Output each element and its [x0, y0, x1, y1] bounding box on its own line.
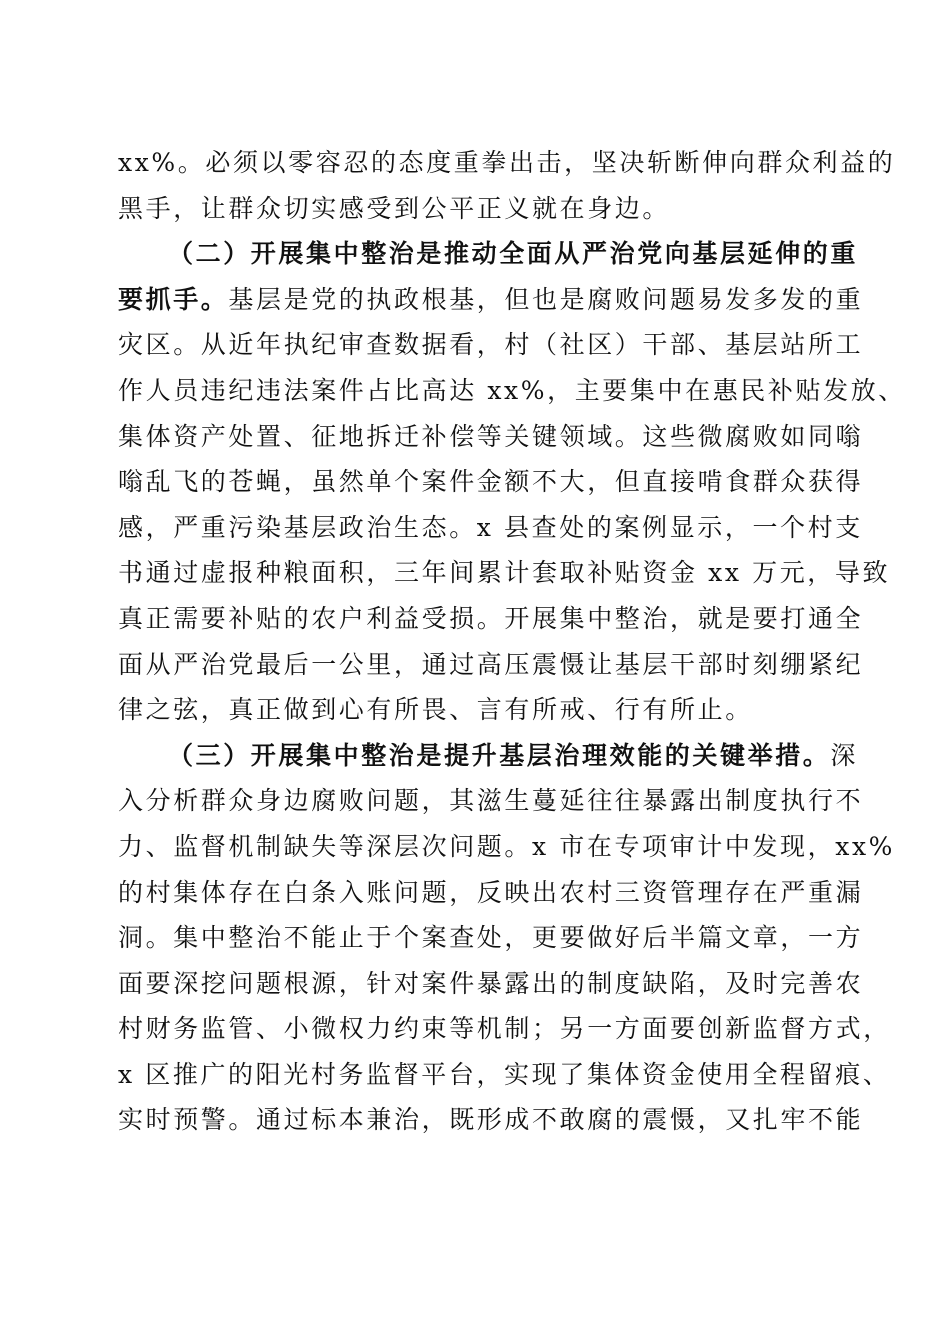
text-line: 的村集体存在白条入账问题，反映出农村三资管理存在严重漏: [118, 877, 864, 907]
text-run: 基层是党的执政根基，但也是腐败问题易发多发的重: [228, 284, 864, 314]
paragraph-3: [118, 733, 896, 1143]
text-line: 作人员违纪违法案件占比高达 xx%，主要集中在惠民补贴发放、: [118, 375, 906, 405]
paragraph-1: [118, 140, 896, 231]
text-line: [118, 277, 864, 323]
text-line: x 区推广的阳光村务监督平台，实现了集体资金使用全程留痕、: [118, 1059, 891, 1089]
text-line: 嗡乱飞的苍蝇，虽然单个案件金额不大，但直接啃食群众获得: [118, 467, 864, 497]
text-line: 律之弦，真正做到心有所畏、言有所戒、行有所止。: [118, 695, 753, 725]
text-line: [118, 733, 859, 779]
text-line: 灾区。从近年执纪审查数据看，村（社区）干部、基层站所工: [118, 330, 864, 360]
paragraph-2: [118, 231, 906, 733]
text-line: 集体资产处置、征地拆迁补偿等关键领域。这些微腐败如同嗡: [118, 421, 864, 451]
text-line: 面从严治党最后一公里，通过高压震慑让基层干部时刻绷紧纪: [118, 649, 864, 679]
text-line: xx%。必须以零容忍的态度重拳出击，坚决斩断伸向群众利益的: [118, 148, 896, 177]
text-line: 面要深挖问题根源，针对案件暴露出的制度缺陷，及时完善农: [118, 968, 864, 998]
section-heading: （二）开展集中整治是推动全面从严治党向基层延伸的重: [168, 239, 859, 269]
text-line: 真正需要补贴的农户利益受损。开展集中整治，就是要打通全: [118, 603, 864, 633]
text-line: 实时预警。通过标本兼治，既形成不敢腐的震慑，又扎牢不能: [118, 1105, 864, 1135]
text-line: 书通过虚报种粮面积，三年间累计套取补贴资金 xx 万元，导致: [118, 558, 891, 588]
text-line: 入分析群众身边腐败问题，其滋生蔓延往往暴露出制度执行不: [118, 786, 864, 816]
text-line: 洞。集中整治不能止于个案查处，更要做好后半篇文章，一方: [118, 923, 864, 953]
text-line: 感，严重污染基层政治生态。x 县查处的案例显示，一个村支: [118, 512, 863, 542]
text-line: 黑手，让群众切实感受到公平正义就在身边。: [118, 193, 671, 223]
section-heading: 要抓手。: [118, 284, 229, 314]
text-line: [118, 231, 859, 277]
section-heading: （三）开展集中整治是提升基层治理效能的关键举措。: [168, 740, 831, 770]
text-run: 深: [830, 740, 859, 770]
document-page: [118, 140, 906, 1143]
text-line: 村财务监管、小微权力约束等机制；另一方面要创新监督方式，: [118, 1014, 891, 1044]
text-line: 力、监督机制缺失等深层次问题。x 市在专项审计中发现，xx%: [118, 831, 896, 861]
